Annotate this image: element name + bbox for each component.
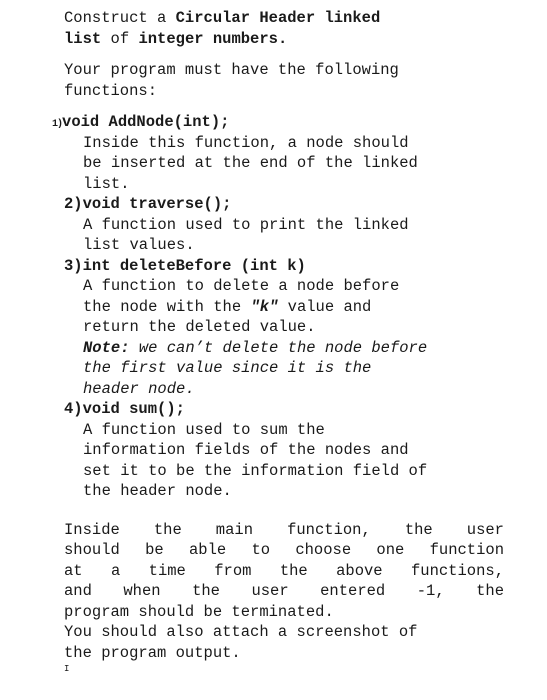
- closing-line: Inside the main function, the user: [64, 520, 504, 539]
- function-3-heading: [64, 256, 504, 277]
- function-2-heading: [64, 194, 504, 215]
- function-1-desc-line: Inside this function, a node should: [83, 133, 409, 152]
- title-bold-text: integer numbers: [138, 29, 278, 48]
- closing-line: at a time from the above functions,: [64, 561, 504, 580]
- note-label: Note:: [83, 338, 130, 357]
- desc-text: the node with the: [83, 297, 251, 316]
- title-bold-text: list: [64, 29, 102, 48]
- function-signature: void sum();: [82, 400, 185, 418]
- screenshot-instruction-line: the program output.: [64, 643, 241, 662]
- screenshot-instruction-line: You should also attach a screenshot of: [64, 623, 418, 641]
- title-text: of: [101, 29, 139, 48]
- function-3-desc-line: A function to delete a node before: [83, 277, 400, 295]
- function-4-desc-line: A function used to sum the: [83, 420, 325, 439]
- function-1-desc-line: list.: [83, 174, 130, 193]
- function-4-desc-line: the header node.: [83, 482, 232, 500]
- function-signature: int deleteBefore (int k): [82, 256, 306, 275]
- function-number: 1): [52, 119, 63, 130]
- function-1-heading: [52, 112, 504, 133]
- title-period: .: [277, 29, 288, 48]
- function-4-heading: [64, 399, 504, 420]
- closing-line: program should be terminated.: [64, 602, 334, 621]
- title-line-1: [64, 8, 504, 29]
- intro-line-1: Your program must have the following: [64, 61, 399, 79]
- function-signature: void AddNode(int);: [62, 113, 230, 131]
- function-number: 2): [64, 195, 83, 213]
- function-3-desc-line: return the deleted value.: [83, 318, 316, 336]
- note-text: we can’t delete the node before: [129, 338, 428, 357]
- function-signature: void traverse();: [82, 195, 232, 213]
- assignment-document: [52, 8, 504, 675]
- function-number: 4): [64, 400, 83, 418]
- function-2-desc-line: A function used to print the linked: [83, 215, 409, 234]
- function-3-desc-line: [64, 297, 504, 318]
- desc-text: value and: [278, 297, 372, 316]
- title-text: Construct a: [64, 9, 176, 27]
- function-2-desc-line: list values.: [83, 236, 195, 254]
- trailing-mark: I: [64, 664, 70, 674]
- function-3-note-line: [64, 338, 504, 359]
- title-bold-text: Circular Header linked: [175, 9, 381, 27]
- function-4-desc-line: set it to be the information field of: [83, 461, 428, 480]
- function-4-desc-line: information fields of the nodes and: [83, 441, 409, 459]
- function-1-desc-line: be inserted at the end of the linked: [83, 154, 418, 172]
- intro-line-2: functions:: [64, 81, 158, 100]
- function-3-note-line: the first value since it is the: [83, 359, 372, 377]
- closing-line: and when the user entered -1, the: [64, 582, 504, 600]
- k-parameter: "k": [250, 297, 279, 316]
- title-line-2: [64, 29, 504, 50]
- function-3-note-line: header node.: [83, 379, 195, 398]
- closing-line: should be able to choose one function: [64, 541, 504, 559]
- function-number: 3): [64, 256, 83, 275]
